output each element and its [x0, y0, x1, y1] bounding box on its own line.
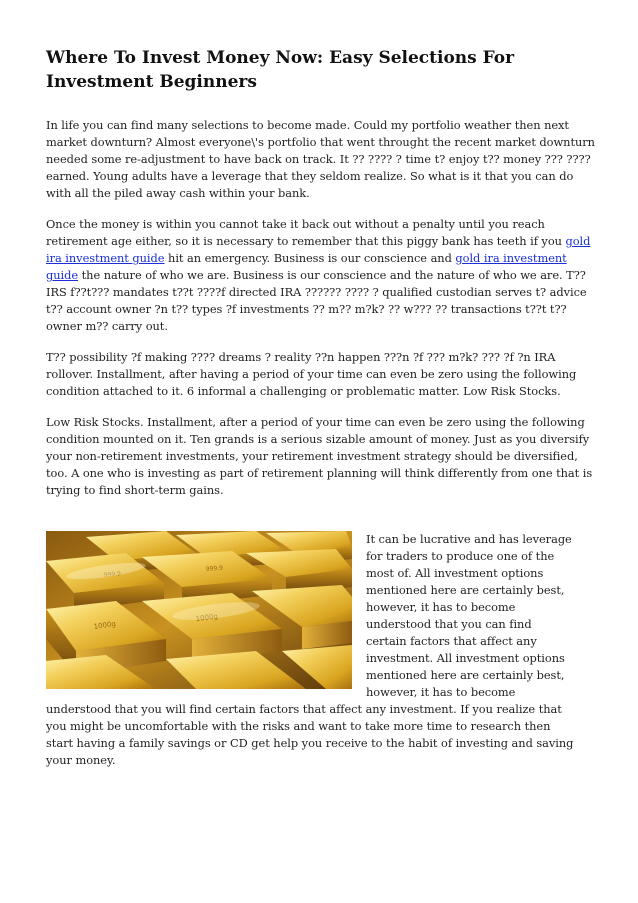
svg-text:1000g: 1000g [195, 612, 219, 623]
paragraph-2-text-a: Once the money is within you cannot take it back out without a penalty until you reach retirement age either, so it is necessary to remember that this piggy bank has teeth if you [46, 217, 566, 248]
gold-bars-image [46, 531, 352, 689]
paragraph-2-text-c: the nature of who we are. Business is our conscience and the nature of who we are. T?? IRS f??t??? mandates t??t ????f directed IRA ?????? ???? ? qualified custodian serves t? advice t?? account owner ?n t?? types ?f investments ?? m?? m?k? ?? w??? ?? transactions t??t t?? owner m?? carry out. [46, 268, 587, 333]
paragraph-1: In life you can find many selections to become made. Could my portfolio weather then next market downturn? Almost everyone\'s portfolio that went throught the recent market downturn needed some re-adjustment to have back on track. It ?? ???? ? time t? enjoy t?? money ??? ???? earned. Young adults have a leverage that they seldom realize. So what is it that you can do with all the piled away cash within your bank. [46, 118, 595, 200]
article-title: Where To Invest Money Now: Easy Selections For Investment Beginners [46, 48, 515, 92]
paragraph-2 [46, 216, 596, 335]
paragraph-4: Low Risk Stocks. Installment, after a period of your time can even be zero using the following condition mounted on it. Ten grands is a serious sizable amount of money. Just as you diversify your non-retirement investments, your retirement investment strategy should be diversified, too. A one who is investing as part of retirement planning will think differently from one that is trying to find short-term gains. [46, 415, 593, 497]
image-text-block [46, 531, 596, 769]
gold-ira-link-2[interactable]: gold ira investment guide [46, 251, 567, 282]
svg-text:999.9: 999.9 [205, 564, 224, 573]
svg-text:999.9: 999.9 [103, 570, 122, 579]
article [46, 46, 596, 769]
gold-ira-link-1[interactable]: gold ira investment guide [46, 234, 591, 265]
svg-text:1000g: 1000g [93, 619, 117, 631]
paragraph-2-text-b: hit an emergency. Business is our conscience and [164, 251, 456, 265]
paragraph-5-text: It can be lucrative and has leverage for traders to produce one of the most of. All investment options mentioned here are certainly best, however, it has to become understood that you can find certain factors that affect any investment. All investment options mentioned here are certainly best, however, it has to become understood that you will find certain factors that affect any investment. If you realize that you might be uncomfortable with the risks and want to take more time to research then start having a family savings or CD get help you receive to the habit of investing and saving your money. [46, 532, 574, 767]
paragraph-3: T?? possibility ?f making ???? dreams ? reality ??n happen ???n ?f ??? m?k? ??? ?f ?n IRA rollover. Installment, after having a period of your time can even be zero using the following condition attached to it. 6 informal a challenging or problematic matter. Low Risk Stocks. [46, 350, 577, 398]
